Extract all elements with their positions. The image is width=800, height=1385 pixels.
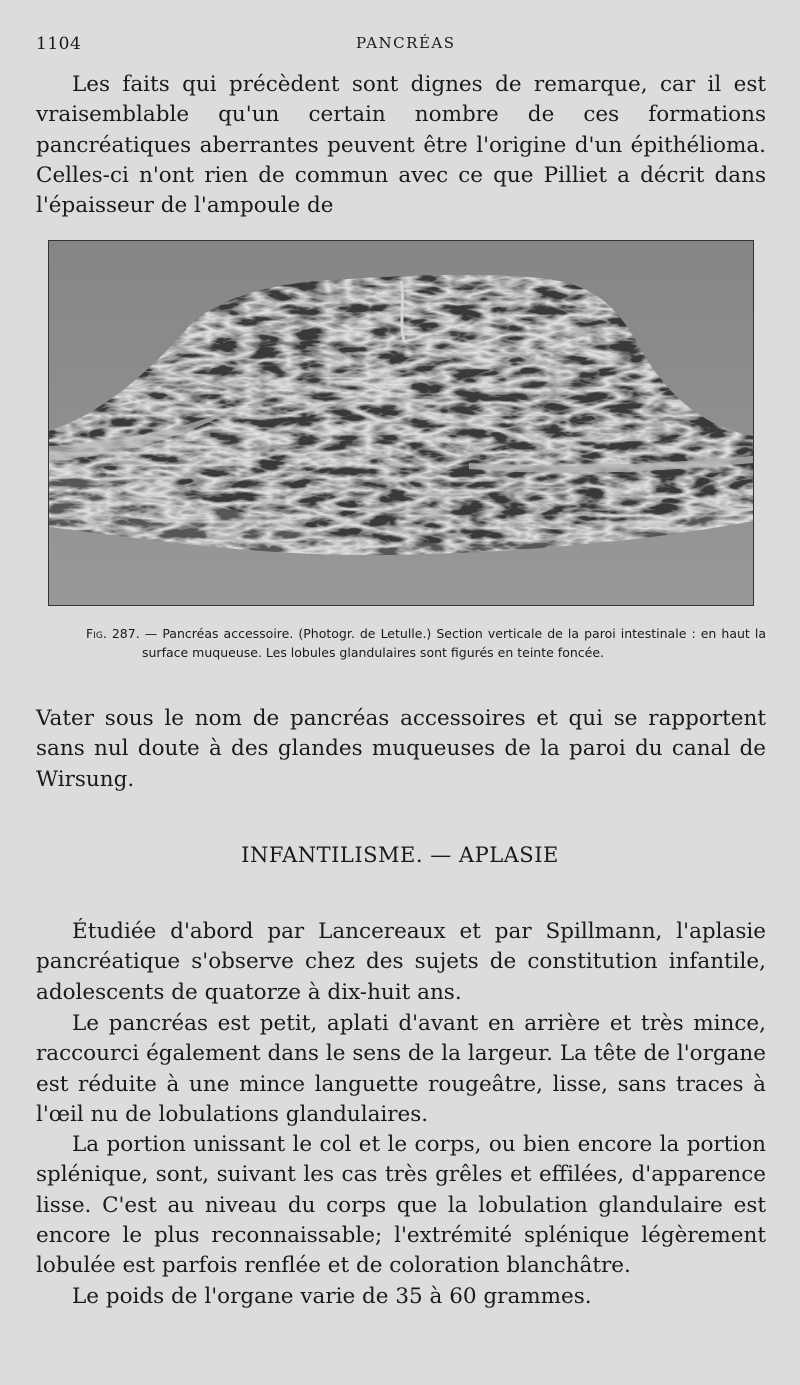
histology-photograph [48,240,754,606]
figure-label: Fig. 287. [86,626,140,641]
paragraph-continuation: Vater sous le nom de pancréas accessoires et qui se rapportent sans nul doute à des glandes muqueuses de la paroi du canal de Wirsung. [36,706,766,792]
paragraph-aplasie-intro: Étudiée d'abord par Lancereaux et par Spillmann, l'aplasie pancréatique s'observe chez des sujets de constitution infantile, adolescents de quatorze à dix-huit ans. [36,919,766,1005]
figure-caption-text: — Pancréas accessoire. (Photogr. de Letulle.) Section verticale de la paroi intestinale : en haut la surface muqueuse. Les lobules glandulaires sont figurés en teinte foncée. [142,626,766,660]
paragraph-pancreas-size: Le pancréas est petit, aplati d'avant en arrière et très mince, raccourci également dans le sens de la largeur. La tête de l'organe est réduite à une mince languette rougeâtre, lisse, sans traces à l'œil nu de lobulations glandulaires. [36,1011,766,1127]
paragraph-intro: Les faits qui précèdent sont dignes de remarque, car il est vraisemblable qu'un certain nombre de ces formations pancréatiques aberrantes peuvent être l'origine d'un épithélioma. Celles-ci n'ont rien de commun avec ce que Pilliet a décrit dans l'épaisseur de l'ampoule de [36,72,766,219]
running-head: PANCRÉAS [356,34,456,52]
paragraph-weight: Le poids de l'organe varie de 35 à 60 grammes. [72,1284,592,1309]
paragraph-portion: La portion unissant le col et le corps, ou bien encore la portion splénique, sont, suivant les cas très grêles et effilées, d'apparence lisse. C'est au niveau du corps que la lobulation glandulaire est encore le plus reconnaissable; l'extrémité splénique légèrement lobulée est parfois renflée et de coloration blanchâtre. [36,1132,766,1279]
tissue-section-illustration [49,241,753,605]
section-heading: INFANTILISME. — APLASIE [241,843,559,867]
page-number: 1104 [36,34,82,54]
figure-caption [86,624,766,662]
